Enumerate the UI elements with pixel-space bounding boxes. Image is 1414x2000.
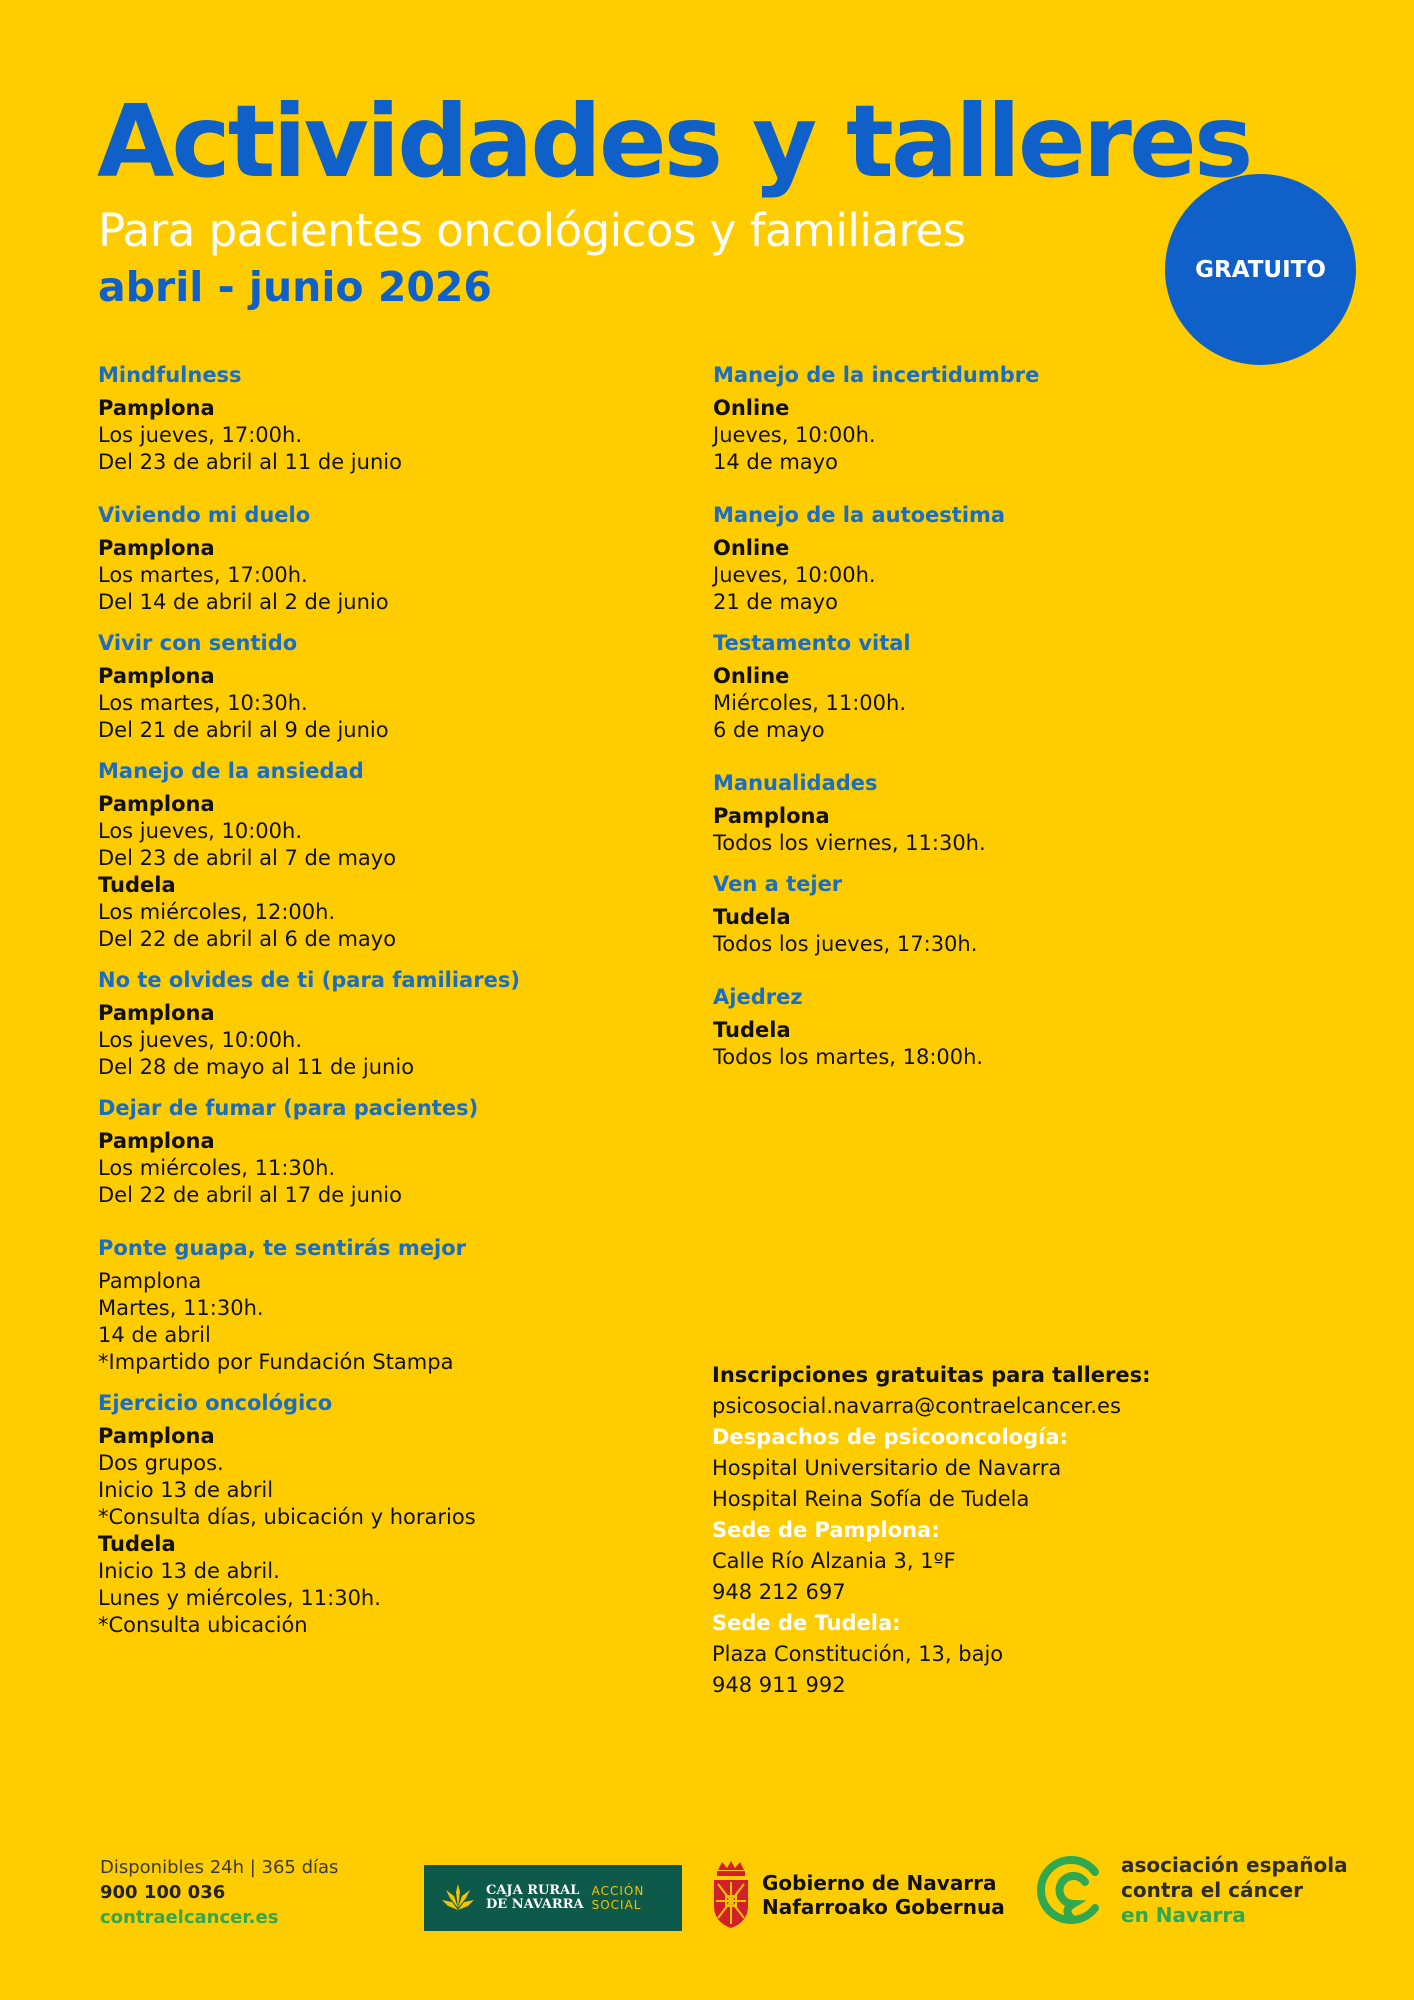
activities-left-column	[98, 360, 658, 1639]
activity-title: Ajedrez	[713, 985, 803, 1009]
activity-item	[98, 1093, 658, 1209]
activity-detail: Los miércoles, 11:30h.	[98, 1156, 336, 1180]
caja-sub1: ACCIÓN	[591, 1884, 645, 1898]
activity-detail: Del 23 de abril al 7 de mayo	[98, 846, 397, 870]
info-line: Plaza Constitución, 13, bajo	[712, 1642, 1004, 1666]
activity-detail: Miércoles, 11:00h.	[713, 691, 906, 715]
info-heading: Sede de Pamplona:	[712, 1518, 940, 1542]
activity-detail: Del 28 de mayo al 11 de junio	[98, 1055, 415, 1079]
activity-item	[98, 628, 658, 744]
activity-location: Pamplona	[98, 536, 215, 560]
activity-item	[713, 869, 1313, 958]
info-line: 948 911 992	[712, 1673, 846, 1697]
activity-detail: Todos los viernes, 11:30h.	[713, 831, 986, 855]
info-line: 948 212 697	[712, 1580, 846, 1604]
activity-title: Vivir con sentido	[98, 631, 298, 655]
activity-detail: 21 de mayo	[713, 590, 838, 614]
activity-location: Pamplona	[98, 792, 215, 816]
navarra-coat-of-arms-icon	[710, 1860, 752, 1930]
activity-item	[98, 1233, 658, 1376]
activities-right-column	[713, 360, 1313, 1071]
activity-title: Dejar de fumar (para pacientes)	[98, 1096, 479, 1120]
activity-location: Tudela	[713, 1018, 791, 1042]
activity-detail: Jueves, 10:00h.	[713, 423, 876, 447]
activity-item	[98, 756, 658, 953]
free-badge-label: GRATUITO	[1195, 256, 1326, 283]
aecc-line1: asociación española	[1121, 1852, 1348, 1877]
activity-detail: Pamplona	[98, 1269, 202, 1293]
activity-location: Pamplona	[98, 664, 215, 688]
activity-item	[713, 360, 1313, 476]
page-title: Actividades y talleres	[97, 83, 1251, 200]
footer-contact	[100, 1855, 338, 1930]
info-line: Hospital Universitario de Navarra	[712, 1456, 1062, 1480]
activity-detail: 14 de mayo	[713, 450, 838, 474]
activity-detail: Los jueves, 10:00h.	[98, 1028, 303, 1052]
caja-sub2: SOCIAL	[591, 1898, 642, 1912]
activity-location: Pamplona	[713, 804, 830, 828]
activity-detail: 14 de abril	[98, 1323, 211, 1347]
activity-detail: Todos los jueves, 17:30h.	[713, 932, 978, 956]
activity-detail: Los martes, 17:00h.	[98, 563, 308, 587]
activity-item	[98, 500, 658, 616]
activity-detail: Dos grupos.	[98, 1451, 224, 1475]
activity-location: Tudela	[98, 1532, 176, 1556]
activity-title: Ponte guapa, te sentirás mejor	[98, 1236, 466, 1260]
activity-title: Viviendo mi duelo	[98, 503, 311, 527]
activity-detail: Inicio 13 de abril	[98, 1478, 274, 1502]
activity-item	[713, 982, 1313, 1071]
activity-title: Testamento vital	[713, 631, 911, 655]
gobierno-navarra-logo	[710, 1860, 1005, 1930]
activity-title: Ven a tejer	[713, 872, 843, 896]
activity-detail: Jueves, 10:00h.	[713, 563, 876, 587]
info-heading: Sede de Tudela:	[712, 1611, 901, 1635]
activity-location: Pamplona	[98, 396, 215, 420]
free-badge	[1165, 174, 1356, 365]
phone-number[interactable]: 900 100 036	[100, 1882, 226, 1903]
info-line: Calle Río Alzania 3, 1ºF	[712, 1549, 956, 1573]
wheat-icon	[438, 1878, 478, 1918]
activity-detail: Los miércoles, 12:00h.	[98, 900, 336, 924]
activity-detail: 6 de mayo	[713, 718, 825, 742]
availability-text: Disponibles 24h | 365 días	[100, 1857, 339, 1878]
activity-item	[713, 500, 1313, 616]
activity-location: Pamplona	[98, 1424, 215, 1448]
activity-detail: Martes, 11:30h.	[98, 1296, 264, 1320]
activity-location: Pamplona	[98, 1129, 215, 1153]
activity-detail: Los jueves, 17:00h.	[98, 423, 303, 447]
activity-detail: *Consulta días, ubicación y horarios	[98, 1505, 476, 1529]
activity-detail: Inicio 13 de abril.	[98, 1559, 280, 1583]
info-title: Inscripciones gratuitas para talleres:	[712, 1363, 1151, 1387]
contact-info	[712, 1360, 1332, 1701]
activity-title: Ejercicio oncológico	[98, 1391, 333, 1415]
website-link[interactable]: contraelcancer.es	[100, 1907, 279, 1928]
activity-detail: Lunes y miércoles, 11:30h.	[98, 1586, 381, 1610]
activity-title: Mindfulness	[98, 363, 242, 387]
gobierno-line2: Nafarroako Gobernua	[762, 1895, 1005, 1919]
activity-detail: Los jueves, 10:00h.	[98, 819, 303, 843]
activity-detail: Los martes, 10:30h.	[98, 691, 308, 715]
info-line[interactable]: psicosocial.navarra@contraelcancer.es	[712, 1394, 1121, 1418]
caja-line1: CAJA RURAL	[486, 1883, 580, 1898]
aecc-line3: en Navarra	[1121, 1902, 1246, 1927]
activity-detail: Del 14 de abril al 2 de junio	[98, 590, 389, 614]
activity-title: Manejo de la incertidumbre	[713, 363, 1040, 387]
activity-item	[98, 965, 658, 1081]
activity-location: Online	[713, 536, 790, 560]
activity-location: Tudela	[713, 905, 791, 929]
activity-detail: Del 21 de abril al 9 de junio	[98, 718, 389, 742]
activity-location: Pamplona	[98, 1001, 215, 1025]
activity-detail: *Impartido por Fundación Stampa	[98, 1350, 454, 1374]
activity-title: Manejo de la ansiedad	[98, 759, 364, 783]
activity-item	[98, 1388, 658, 1639]
activity-detail: Todos los martes, 18:00h.	[713, 1045, 984, 1069]
activity-location: Online	[713, 396, 790, 420]
activity-title: Manualidades	[713, 771, 878, 795]
info-heading: Despachos de psicooncología:	[712, 1425, 1068, 1449]
caja-rural-logo	[424, 1865, 682, 1931]
caja-line2: DE NAVARRA	[486, 1897, 584, 1912]
activity-detail: Del 23 de abril al 11 de junio	[98, 450, 402, 474]
activity-detail: *Consulta ubicación	[98, 1613, 308, 1637]
activity-detail: Del 22 de abril al 17 de junio	[98, 1183, 402, 1207]
info-line: Hospital Reina Sofía de Tudela	[712, 1487, 1030, 1511]
page-subtitle: Para pacientes oncológicos y familiares	[98, 204, 966, 257]
activity-title: Manejo de la autoestima	[713, 503, 1006, 527]
activity-location: Tudela	[98, 873, 176, 897]
gobierno-line1: Gobierno de Navarra	[762, 1871, 997, 1895]
activity-location: Online	[713, 664, 790, 688]
aecc-line2: contra el cáncer	[1121, 1877, 1303, 1902]
activity-title: No te olvides de ti (para familiares)	[98, 968, 520, 992]
activity-item	[98, 360, 658, 476]
aecc-symbol-icon	[1033, 1852, 1109, 1928]
aecc-logo	[1033, 1852, 1348, 1928]
date-range: abril - junio 2026	[98, 263, 492, 311]
activity-item	[713, 768, 1313, 857]
activity-detail: Del 22 de abril al 6 de mayo	[98, 927, 397, 951]
activity-item	[713, 628, 1313, 744]
